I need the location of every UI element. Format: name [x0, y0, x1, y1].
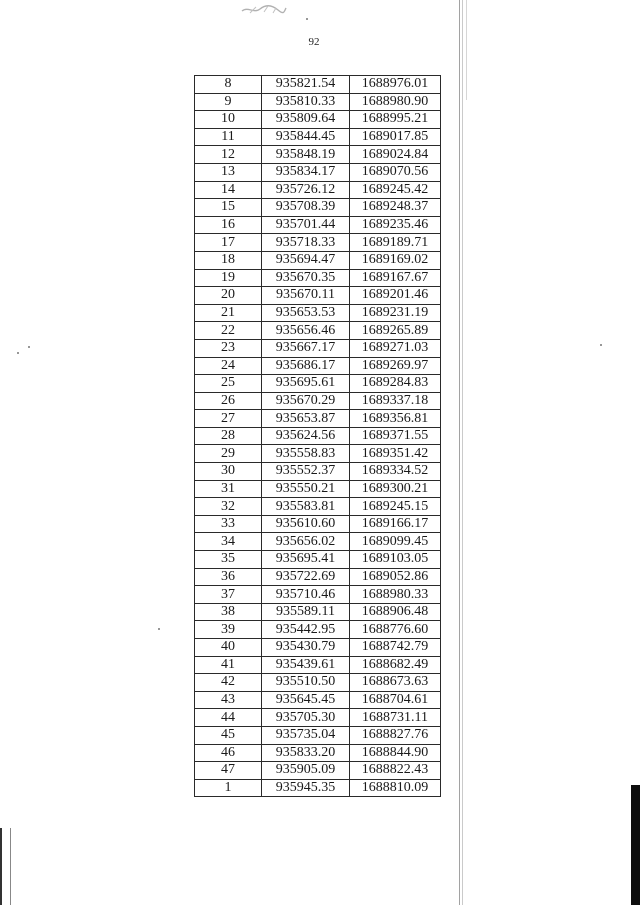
scan-smudge-mark: [240, 2, 288, 16]
x-coordinate-cell: 935833.20: [262, 744, 350, 762]
point-number-cell: 9: [195, 93, 262, 111]
scan-edge-shadow: [0, 828, 2, 905]
x-coordinate-cell: 935550.21: [262, 480, 350, 498]
scan-edge-shadow: [631, 785, 640, 905]
point-number-cell: 37: [195, 586, 262, 604]
table-row: [195, 498, 441, 516]
table-row: [195, 621, 441, 639]
y-coordinate-cell: 1688906.48: [350, 603, 441, 621]
y-coordinate-cell: 1689231.19: [350, 304, 441, 322]
x-coordinate-cell: 935695.61: [262, 375, 350, 393]
point-number-cell: 17: [195, 234, 262, 252]
y-coordinate-cell: 1689070.56: [350, 163, 441, 181]
x-coordinate-cell: 935656.46: [262, 322, 350, 340]
scan-speck: [600, 344, 602, 346]
point-number-cell: 28: [195, 427, 262, 445]
y-coordinate-cell: 1689300.21: [350, 480, 441, 498]
point-number-cell: 21: [195, 304, 262, 322]
scan-speck: [17, 352, 19, 354]
x-coordinate-cell: 935821.54: [262, 76, 350, 94]
y-coordinate-cell: 1689356.81: [350, 410, 441, 428]
x-coordinate-cell: 935710.46: [262, 586, 350, 604]
y-coordinate-cell: 1689167.67: [350, 269, 441, 287]
table-row: [195, 427, 441, 445]
point-number-cell: 41: [195, 656, 262, 674]
table-row: [195, 216, 441, 234]
x-coordinate-cell: 935653.87: [262, 410, 350, 428]
y-coordinate-cell: 1689235.46: [350, 216, 441, 234]
y-coordinate-cell: 1688822.43: [350, 762, 441, 780]
y-coordinate-cell: 1689052.86: [350, 568, 441, 586]
x-coordinate-cell: 935558.83: [262, 445, 350, 463]
point-number-cell: 42: [195, 674, 262, 692]
y-coordinate-cell: 1688673.63: [350, 674, 441, 692]
scan-speck: [158, 628, 160, 630]
x-coordinate-cell: 935735.04: [262, 726, 350, 744]
table-row: [195, 410, 441, 428]
table-row: [195, 392, 441, 410]
point-number-cell: 44: [195, 709, 262, 727]
table-row: [195, 269, 441, 287]
x-coordinate-cell: 935694.47: [262, 251, 350, 269]
y-coordinate-cell: 1688704.61: [350, 691, 441, 709]
x-coordinate-cell: 935701.44: [262, 216, 350, 234]
scan-edge-line: [466, 0, 467, 100]
point-number-cell: 19: [195, 269, 262, 287]
x-coordinate-cell: 935718.33: [262, 234, 350, 252]
table-row: [195, 93, 441, 111]
x-coordinate-cell: 935686.17: [262, 357, 350, 375]
point-number-cell: 14: [195, 181, 262, 199]
table-row: [195, 357, 441, 375]
point-number-cell: 47: [195, 762, 262, 780]
point-number-cell: 46: [195, 744, 262, 762]
scan-edge-shadow: [10, 828, 11, 905]
point-number-cell: 18: [195, 251, 262, 269]
point-number-cell: 38: [195, 603, 262, 621]
x-coordinate-cell: 935583.81: [262, 498, 350, 516]
table-row: [195, 76, 441, 94]
y-coordinate-cell: 1689201.46: [350, 287, 441, 305]
table-row: [195, 445, 441, 463]
point-number-cell: 30: [195, 463, 262, 481]
scan-edge-line: [459, 0, 460, 905]
point-number-cell: 26: [195, 392, 262, 410]
y-coordinate-cell: 1689284.83: [350, 375, 441, 393]
x-coordinate-cell: 935695.41: [262, 551, 350, 569]
table-row: [195, 199, 441, 217]
table-row: [195, 639, 441, 657]
scan-edge-line: [462, 0, 463, 905]
x-coordinate-cell: 935670.35: [262, 269, 350, 287]
table-row: [195, 551, 441, 569]
y-coordinate-cell: 1688995.21: [350, 111, 441, 129]
y-coordinate-cell: 1689017.85: [350, 128, 441, 146]
y-coordinate-cell: 1689334.52: [350, 463, 441, 481]
x-coordinate-cell: 935834.17: [262, 163, 350, 181]
point-number-cell: 12: [195, 146, 262, 164]
x-coordinate-cell: 935905.09: [262, 762, 350, 780]
table-row: [195, 304, 441, 322]
scan-speck: [28, 346, 30, 348]
table-row: [195, 779, 441, 797]
x-coordinate-cell: 935670.11: [262, 287, 350, 305]
point-number-cell: 36: [195, 568, 262, 586]
y-coordinate-cell: 1689269.97: [350, 357, 441, 375]
y-coordinate-cell: 1688810.09: [350, 779, 441, 797]
table-row: [195, 726, 441, 744]
table-row: [195, 709, 441, 727]
x-coordinate-cell: 935510.50: [262, 674, 350, 692]
table-row: [195, 744, 441, 762]
y-coordinate-cell: 1689189.71: [350, 234, 441, 252]
x-coordinate-cell: 935624.56: [262, 427, 350, 445]
y-coordinate-cell: 1689371.55: [350, 427, 441, 445]
scan-speck: [306, 18, 308, 20]
point-number-cell: 25: [195, 375, 262, 393]
table-row: [195, 322, 441, 340]
y-coordinate-cell: 1689245.15: [350, 498, 441, 516]
table-row: [195, 234, 441, 252]
table-row: [195, 762, 441, 780]
y-coordinate-cell: 1688980.90: [350, 93, 441, 111]
table-row: [195, 674, 441, 692]
table-row: [195, 251, 441, 269]
coordinates-table: [194, 75, 441, 797]
y-coordinate-cell: 1689337.18: [350, 392, 441, 410]
y-coordinate-cell: 1688742.79: [350, 639, 441, 657]
point-number-cell: 15: [195, 199, 262, 217]
x-coordinate-cell: 935439.61: [262, 656, 350, 674]
point-number-cell: 32: [195, 498, 262, 516]
y-coordinate-cell: 1689351.42: [350, 445, 441, 463]
point-number-cell: 27: [195, 410, 262, 428]
point-number-cell: 29: [195, 445, 262, 463]
point-number-cell: 35: [195, 551, 262, 569]
point-number-cell: 13: [195, 163, 262, 181]
x-coordinate-cell: 935645.45: [262, 691, 350, 709]
table-row: [195, 515, 441, 533]
y-coordinate-cell: 1688976.01: [350, 76, 441, 94]
table-row: [195, 339, 441, 357]
y-coordinate-cell: 1689265.89: [350, 322, 441, 340]
point-number-cell: 33: [195, 515, 262, 533]
y-coordinate-cell: 1689248.37: [350, 199, 441, 217]
table-row: [195, 128, 441, 146]
table-row: [195, 480, 441, 498]
x-coordinate-cell: 935844.45: [262, 128, 350, 146]
table-row: [195, 181, 441, 199]
point-number-cell: 43: [195, 691, 262, 709]
table-row: [195, 111, 441, 129]
point-number-cell: 39: [195, 621, 262, 639]
table-row: [195, 146, 441, 164]
table-row: [195, 163, 441, 181]
x-coordinate-cell: 935848.19: [262, 146, 350, 164]
y-coordinate-cell: 1688682.49: [350, 656, 441, 674]
table-row: [195, 603, 441, 621]
point-number-cell: 22: [195, 322, 262, 340]
y-coordinate-cell: 1688776.60: [350, 621, 441, 639]
page-number: 92: [308, 36, 320, 48]
point-number-cell: 1: [195, 779, 262, 797]
table-row: [195, 533, 441, 551]
x-coordinate-cell: 935430.79: [262, 639, 350, 657]
x-coordinate-cell: 935809.64: [262, 111, 350, 129]
point-number-cell: 24: [195, 357, 262, 375]
x-coordinate-cell: 935810.33: [262, 93, 350, 111]
table-row: [195, 691, 441, 709]
point-number-cell: 40: [195, 639, 262, 657]
y-coordinate-cell: 1689245.42: [350, 181, 441, 199]
x-coordinate-cell: 935552.37: [262, 463, 350, 481]
y-coordinate-cell: 1688844.90: [350, 744, 441, 762]
table-row: [195, 656, 441, 674]
x-coordinate-cell: 935726.12: [262, 181, 350, 199]
table-row: [195, 568, 441, 586]
point-number-cell: 10: [195, 111, 262, 129]
x-coordinate-cell: 935610.60: [262, 515, 350, 533]
point-number-cell: 23: [195, 339, 262, 357]
x-coordinate-cell: 935589.11: [262, 603, 350, 621]
coordinates-table-body: [195, 76, 441, 797]
table-row: [195, 287, 441, 305]
x-coordinate-cell: 935442.95: [262, 621, 350, 639]
point-number-cell: 8: [195, 76, 262, 94]
x-coordinate-cell: 935653.53: [262, 304, 350, 322]
x-coordinate-cell: 935667.17: [262, 339, 350, 357]
x-coordinate-cell: 935705.30: [262, 709, 350, 727]
y-coordinate-cell: 1689166.17: [350, 515, 441, 533]
y-coordinate-cell: 1688827.76: [350, 726, 441, 744]
x-coordinate-cell: 935656.02: [262, 533, 350, 551]
table-row: [195, 586, 441, 604]
table-row: [195, 463, 441, 481]
point-number-cell: 31: [195, 480, 262, 498]
point-number-cell: 45: [195, 726, 262, 744]
y-coordinate-cell: 1689169.02: [350, 251, 441, 269]
y-coordinate-cell: 1688731.11: [350, 709, 441, 727]
point-number-cell: 20: [195, 287, 262, 305]
table-row: [195, 375, 441, 393]
x-coordinate-cell: 935722.69: [262, 568, 350, 586]
y-coordinate-cell: 1688980.33: [350, 586, 441, 604]
y-coordinate-cell: 1689024.84: [350, 146, 441, 164]
point-number-cell: 16: [195, 216, 262, 234]
x-coordinate-cell: 935708.39: [262, 199, 350, 217]
point-number-cell: 34: [195, 533, 262, 551]
x-coordinate-cell: 935670.29: [262, 392, 350, 410]
point-number-cell: 11: [195, 128, 262, 146]
x-coordinate-cell: 935945.35: [262, 779, 350, 797]
y-coordinate-cell: 1689271.03: [350, 339, 441, 357]
y-coordinate-cell: 1689103.05: [350, 551, 441, 569]
y-coordinate-cell: 1689099.45: [350, 533, 441, 551]
